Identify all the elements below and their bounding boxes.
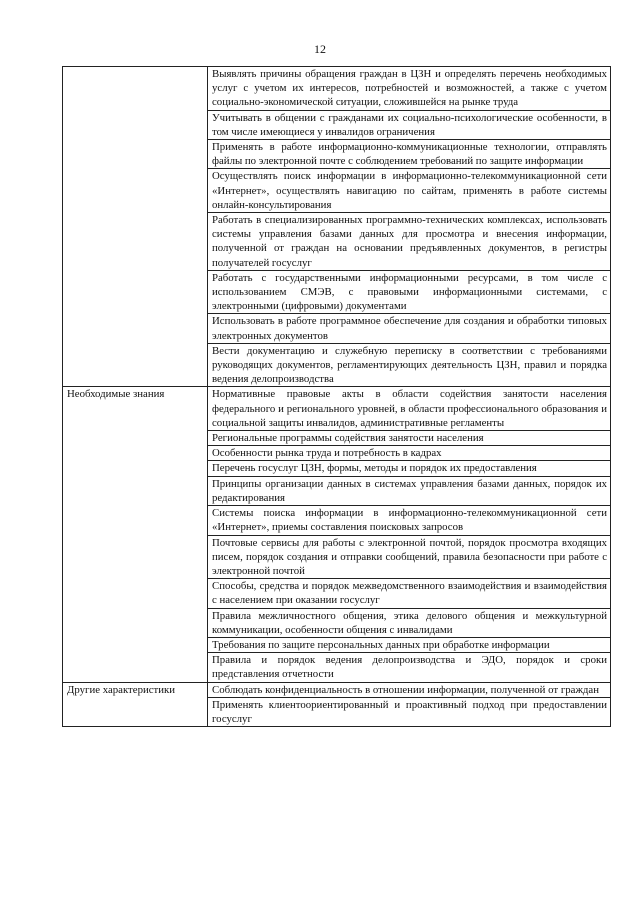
section-label: Необходимые знания <box>63 387 208 682</box>
section-label <box>63 67 208 387</box>
table-row <box>63 67 611 111</box>
requirement-item: Правила межличностного общения, этика делового общения и межкультурной коммуникации, особенности общения с инвалидами <box>208 608 611 637</box>
requirement-item: Применять в работе информационно-коммуникационные технологии, отправлять файлы по электронной почте с соблюдением требований по защите информации <box>208 140 611 169</box>
requirement-item: Работать с государственными информационными ресурсами, в том числе с использованием СМЭВ, с правовыми информационными системами, с электронными (цифровыми) документами <box>208 270 611 314</box>
requirement-item: Применять клиентоориентированный и проактивный подход при предоставлении госуслуг <box>208 697 611 726</box>
requirement-item: Нормативные правовые акты в области содействия занятости населения федерального и регионального уровней, в области профессионального образования и социальной защиты инвалидов, административные регламенты <box>208 387 611 431</box>
requirement-item: Почтовые сервисы для работы с электронной почтой, порядок просмотра входящих писем, порядок создания и отправки сообщений, правила безопасности при работе с электронной почтой <box>208 535 611 579</box>
qualification-table-body <box>63 67 611 727</box>
requirement-item: Перечень госуслуг ЦЗН, формы, методы и порядок их предоставления <box>208 461 611 476</box>
qualification-table <box>62 66 611 727</box>
page-number: 12 <box>314 42 326 56</box>
requirement-item: Региональные программы содействия занятости населения <box>208 431 611 446</box>
requirement-item: Работать в специализированных программно-технических комплексах, использовать системы управления базами данных для просмотра и внесения информации, полученной от граждан на основании предъявленных документов, в регистры получателей госуслуг <box>208 213 611 271</box>
requirement-item: Системы поиска информации в информационно-телекоммуникационной сети «Интернет», приемы составления поисковых запросов <box>208 506 611 535</box>
requirement-item: Выявлять причины обращения граждан в ЦЗН и определять перечень необходимых услуг с учетом их интересов, потребностей и возможностей, а также с учетом социально-экономической ситуации, сложившейся на рынке труда <box>208 67 611 111</box>
requirement-item: Правила и порядок ведения делопроизводства и ЭДО, порядок и сроки представления отчетности <box>208 653 611 682</box>
requirement-item: Использовать в работе программное обеспечение для создания и обработки типовых электронных документов <box>208 314 611 343</box>
requirement-item: Вести документацию и служебную переписку в соответствии с требованиями руководящих документов, регламентирующих деятельность ЦЗН, правил и порядка ведения делопроизводства <box>208 343 611 387</box>
requirement-item: Принципы организации данных в системах управления базами данных, порядок их редактирования <box>208 476 611 505</box>
requirement-item: Соблюдать конфиденциальность в отношении информации, полученной от граждан <box>208 682 611 697</box>
requirement-item: Особенности рынка труда и потребность в кадрах <box>208 446 611 461</box>
table-row <box>63 682 611 697</box>
requirement-item: Способы, средства и порядок межведомственного взаимодействия и взаимодействия с населением при оказании госуслуг <box>208 579 611 608</box>
requirement-item: Требования по защите персональных данных при обработке информации <box>208 637 611 652</box>
requirement-item: Учитывать в общении с гражданами их социально-психологические особенности, в том числе имеющиеся у инвалидов ограничения <box>208 110 611 139</box>
table-row <box>63 387 611 431</box>
section-label: Другие характеристики <box>63 682 208 727</box>
requirement-item: Осуществлять поиск информации в информационно-телекоммуникационной сети «Интернет», осуществлять навигацию по сайтам, применять в работе системы онлайн-консультирования <box>208 169 611 213</box>
